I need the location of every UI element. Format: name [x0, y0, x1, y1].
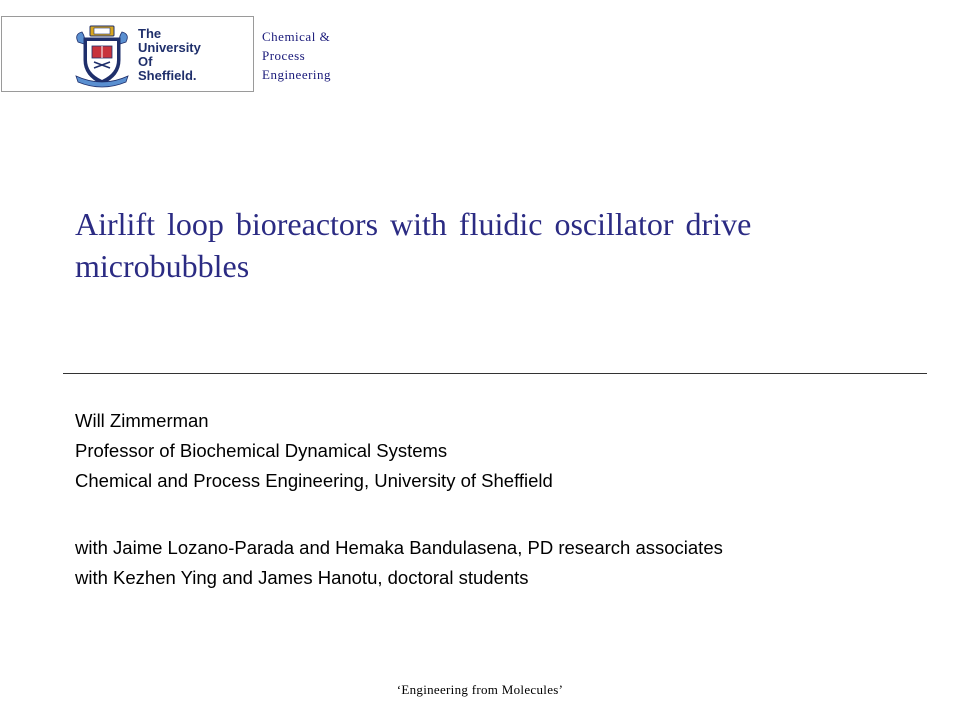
collaborators-line: with Kezhen Ying and James Hanotu, doctoral students [75, 567, 529, 588]
department-line: Engineering [262, 67, 332, 82]
collaborators-line: with Jaime Lozano-Parada and Hemaka Bandulasena, PD research associates [75, 537, 723, 558]
department-line: Process [262, 48, 306, 63]
wordmark-line: The [138, 26, 162, 41]
title-divider [63, 373, 927, 374]
wordmark-line: Of [138, 54, 153, 69]
university-wordmark [138, 27, 201, 83]
university-logo [1, 16, 254, 92]
footer-tagline: ‘Engineering from Molecules’ [396, 682, 564, 697]
author-name: Will Zimmerman [75, 410, 209, 431]
author-affiliation: Chemical and Process Engineering, University of Sheffield [75, 470, 553, 491]
university-crest-icon [72, 24, 132, 88]
slide-title: Airlift loop bioreactors with fluidic oscillator drive microbubbles [75, 206, 752, 284]
author-position: Professor of Biochemical Dynamical Systems [75, 440, 448, 461]
wordmark-line: Sheffield. [138, 68, 197, 83]
department-label [262, 27, 331, 84]
author-block [75, 409, 723, 596]
wordmark-line: University [138, 40, 201, 55]
department-line: Chemical & [262, 29, 331, 44]
